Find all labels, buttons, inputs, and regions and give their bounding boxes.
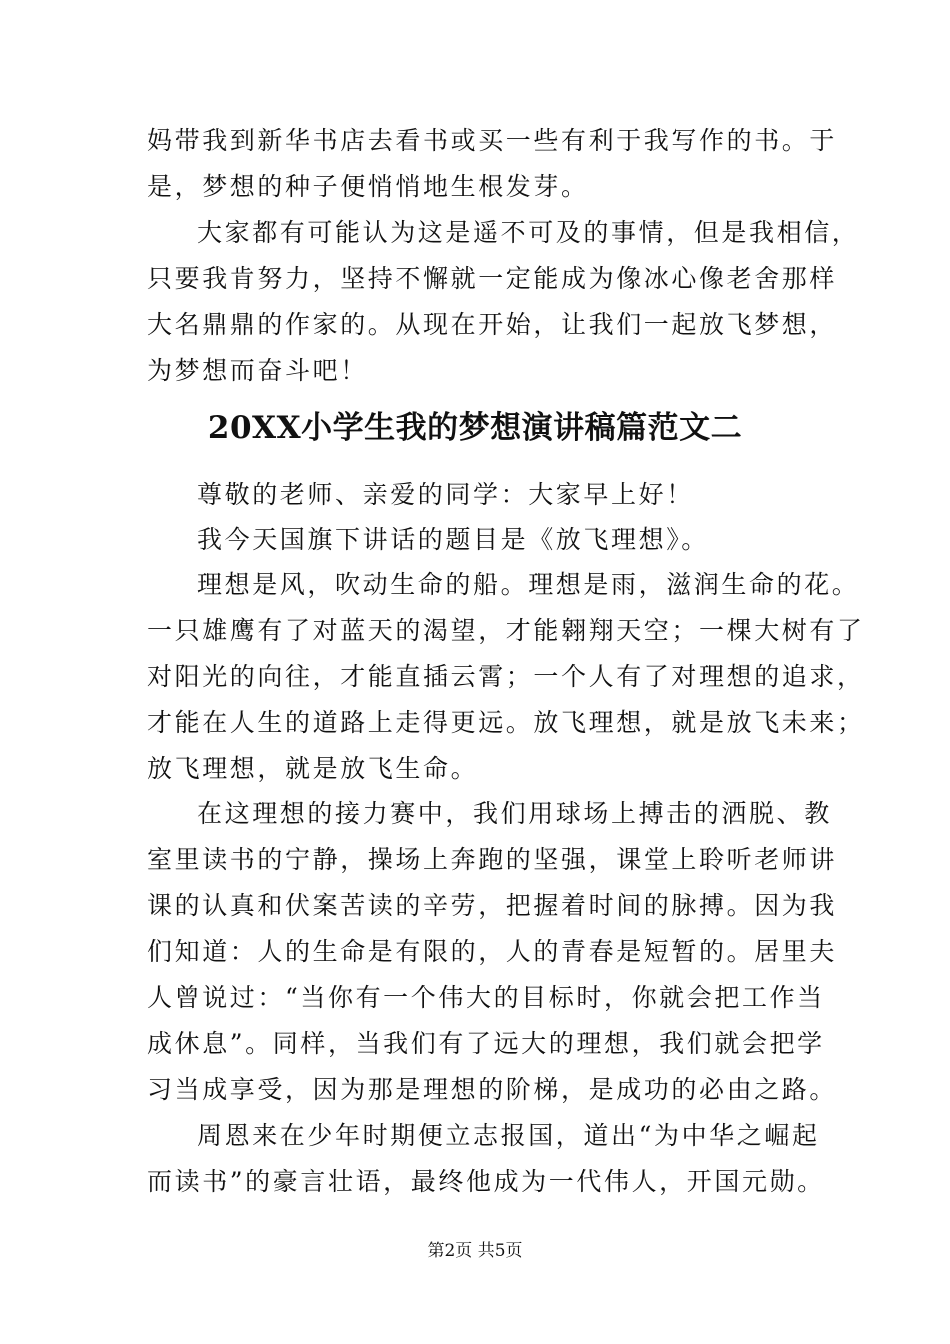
paragraph-line: 大家都有可能认为这是遥不可及的事情，但是我相信， — [197, 218, 860, 247]
paragraph-line: 室里读书的宁静，操场上奔跑的坚强，课堂上聆听老师讲 — [147, 845, 838, 874]
paragraph-line: 放飞理想，就是放飞生命。 — [147, 754, 479, 783]
paragraph-line: 课的认真和伏案苦读的辛劳，把握着时间的脉搏。因为我 — [147, 891, 838, 920]
paragraph-line: 们知道：人的生命是有限的，人的青春是短暂的。居里夫 — [147, 937, 838, 966]
paragraph-line: 对阳光的向往，才能直插云霄；一个人有了对理想的追求， — [147, 662, 865, 691]
paragraph-line: 只要我肯努力，坚持不懈就一定能成为像冰心像老舍那样 — [147, 264, 838, 293]
greeting-line: 尊敬的老师、亲爱的同学：大家早上好！ — [197, 480, 694, 509]
topic-line: 我今天国旗下讲话的题目是《放飞理想》。 — [197, 525, 709, 554]
paragraph-line: 而读书”的豪言壮语，最终他成为一代伟人，开国元勋。 — [147, 1167, 825, 1196]
paragraph-line: 理想是风，吹动生命的船。理想是雨，滋润生命的花。 — [197, 570, 860, 599]
paragraph-line: 一只雄鹰有了对蓝天的渴望，才能翱翔天空；一棵大树有了 — [147, 616, 865, 645]
paragraph-line: 大名鼎鼎的作家的。从现在开始，让我们一起放飞梦想， — [147, 310, 838, 339]
paragraph-line: 是，梦想的种子便悄悄地生根发芽。 — [147, 172, 589, 201]
section-title: 20XX小学生我的梦想演讲稿篇范文二 — [207, 410, 743, 446]
paragraph-line: 周恩来在少年时期便立志报国，道出“为中华之崛起 — [197, 1121, 820, 1150]
page-indicator: 第2页 共5页 — [427, 1241, 523, 1261]
paragraph-line: 才能在人生的道路上走得更远。放飞理想，就是放飞未来； — [147, 708, 865, 737]
paragraph-line: 习当成享受，因为那是理想的阶梯，是成功的必由之路。 — [147, 1075, 838, 1104]
paragraph-line: 为梦想而奋斗吧！ — [147, 356, 368, 385]
paragraph-line: 妈带我到新华书店去看书或买一些有利于我写作的书。于 — [147, 126, 838, 155]
paragraph-line: 在这理想的接力赛中，我们用球场上搏击的洒脱、教 — [197, 799, 832, 828]
paragraph-line: 成休息”。同样，当我们有了远大的理想，我们就会把学 — [147, 1029, 825, 1058]
paragraph-line: 人曾说过：“当你有一个伟大的目标时，你就会把工作当 — [147, 983, 825, 1012]
